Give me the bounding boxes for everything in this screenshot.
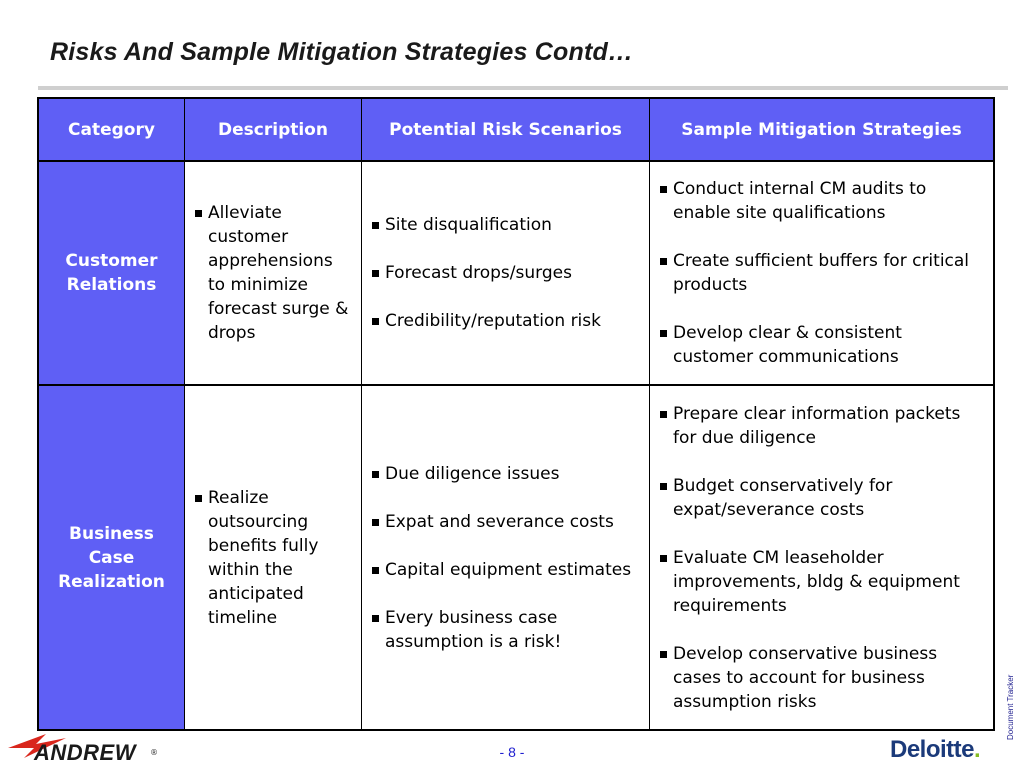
andrew-registered-mark: ® [150, 748, 158, 757]
andrew-logo: ANDREW [34, 740, 136, 765]
header-category: Category [39, 99, 185, 162]
description-item: Realize outsourcing benefits fully within the anticipated timeline [195, 486, 355, 630]
strategy-item: Prepare clear information packets for due diligence [660, 402, 987, 450]
risk-item: Expat and severance costs [372, 510, 643, 534]
description-cell [185, 162, 362, 386]
slide-title: Risks And Sample Mitigation Strategies Contd… [50, 38, 634, 66]
risks-cell [362, 386, 650, 729]
risk-item: Site disqualification [372, 213, 643, 237]
risk-item: Every business case assumption is a risk! [372, 606, 643, 654]
risks-cell [362, 162, 650, 386]
header-risk-scenarios: Potential Risk Scenarios [362, 99, 650, 162]
title-divider [38, 86, 1008, 90]
header-description: Description [185, 99, 362, 162]
strategy-item: Create sufficient buffers for critical products [660, 249, 987, 297]
strategy-item: Budget conservatively for expat/severance costs [660, 474, 987, 522]
document-tracker-label: Document Tracker [1006, 674, 1015, 740]
risk-table [37, 97, 995, 731]
page-number: - 8 - [499, 744, 525, 760]
deloitte-logo [890, 736, 980, 764]
risk-item: Forecast drops/surges [372, 261, 643, 285]
strategies-cell [650, 386, 993, 729]
strategies-cell [650, 162, 993, 386]
deloitte-logo-text: Deloitte [890, 736, 975, 763]
strategy-item: Develop clear & consistent customer communications [660, 321, 987, 369]
risk-item: Capital equipment estimates [372, 558, 643, 582]
description-item: Alleviate customer apprehensions to minimize forecast surge & drops [195, 201, 355, 345]
strategy-item: Conduct internal CM audits to enable site qualifications [660, 177, 987, 225]
category-cell: Customer Relations [39, 162, 185, 386]
header-mitigation-strategies: Sample Mitigation Strategies [650, 99, 993, 162]
strategy-item: Evaluate CM leaseholder improvements, bldg & equipment requirements [660, 546, 987, 618]
deloitte-logo-dot: . [974, 736, 981, 763]
risk-item: Due diligence issues [372, 462, 643, 486]
risk-item: Credibility/reputation risk [372, 309, 643, 333]
category-cell: Business Case Realization [39, 386, 185, 729]
strategy-item: Develop conservative business cases to account for business assumption risks [660, 642, 987, 714]
description-cell [185, 386, 362, 729]
